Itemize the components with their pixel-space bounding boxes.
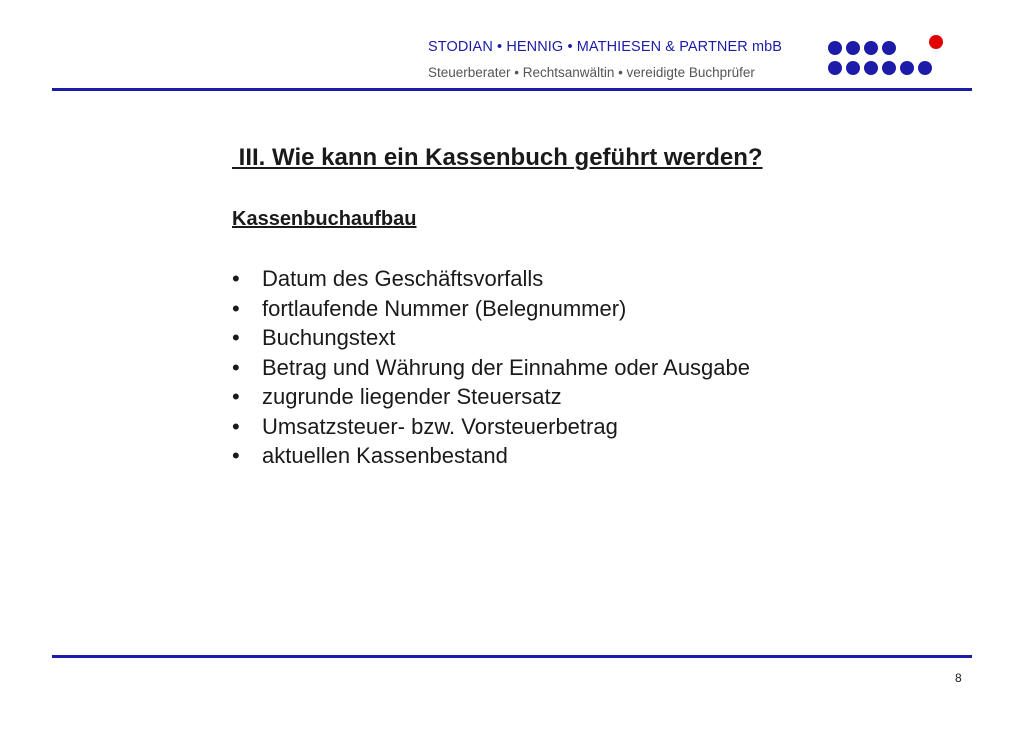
list-item-text: fortlaufende Nummer (Belegnummer) [262,295,627,321]
list-item [232,441,750,471]
list-item-text: Buchungstext [262,325,396,350]
firm-name: STODIAN • HENNIG • MATHIESEN & PARTNER mbB [428,39,783,55]
list-item-text: Betrag und Währung der Einnahme oder Ausgabe [262,354,750,380]
logo-accent-dot [929,35,943,49]
list-item [232,323,750,353]
list-item-text: Datum des Geschäftsvorfalls [262,266,544,291]
bullet-icon: • [232,295,240,321]
bullet-icon: • [232,325,240,350]
logo-dot [900,61,914,75]
logo-dots-top-row [828,41,896,55]
logo-dot [828,61,842,75]
logo-dot [828,41,842,55]
page-number: 8 [955,671,962,685]
bullet-icon: • [232,443,240,468]
list-item [232,382,750,412]
list-item [232,264,750,294]
logo-dot [864,41,878,55]
logo-dot [882,61,896,75]
bullet-icon: • [232,384,240,409]
list-item-text: aktuellen Kassenbestand [262,443,508,468]
list-item [232,353,750,383]
footer-divider [52,655,972,658]
logo-dot [864,61,878,75]
bullet-icon: • [232,354,240,380]
logo-dot [846,61,860,75]
list-item-text: Umsatzsteuer- bzw. Vorsteuerbetrag [262,413,618,439]
firm-subtitle: Steuerberater • Rechtsanwältin • vereidigte Buchprüfer [428,65,755,80]
bullet-list [232,264,750,471]
bullet-icon: • [232,413,240,439]
section-heading: Kassenbuchaufbau [232,208,417,230]
logo-dot [846,41,860,55]
firm-logo-icon [824,32,954,78]
list-item [232,294,750,324]
list-item [232,412,750,442]
logo-dot [918,61,932,75]
logo-dots-bottom-row [828,61,932,75]
bullet-icon: • [232,266,240,291]
header-divider [52,88,972,91]
list-item-text: zugrunde liegender Steuersatz [262,384,562,409]
logo-dot [882,41,896,55]
slide-title: III. Wie kann ein Kassenbuch geführt werden? [232,144,763,171]
